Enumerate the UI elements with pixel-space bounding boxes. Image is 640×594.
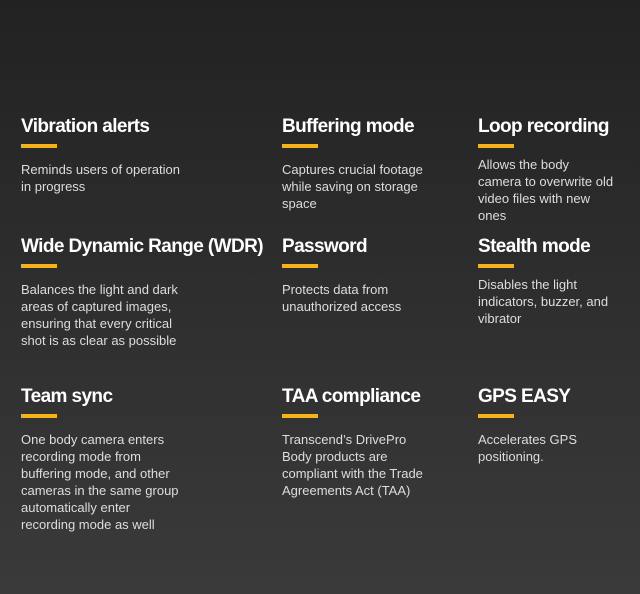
feature-description: One body camera enters recording mode from buffering mode, and other cameras in the same group automatically enter recording mode as well [21,432,179,532]
title-underline [21,144,57,148]
feature-title: Stealth mode [478,236,591,257]
feature-wdr [21,236,271,349]
feature-password [282,236,462,315]
feature-title: Team sync [21,386,113,407]
feature-description: Balances the light and dark areas of captured images, ensuring that every critical shot is as clear as possible [21,282,178,348]
feature-taa-compliance [282,386,462,499]
feature-description: Allows the body camera to overwrite old video files with new ones [478,157,614,223]
feature-vibration-alerts [21,116,271,195]
feature-buffering-mode [282,116,462,212]
feature-stealth-mode [478,236,633,327]
feature-description: Protects data from unauthorized access [282,282,402,314]
feature-title: Wide Dynamic Range (WDR) [21,236,263,257]
feature-title: Vibration alerts [21,116,150,137]
feature-gps-easy [478,386,633,465]
feature-description: Transcend’s DrivePro Body products are compliant with the Trade Agreements Act (TAA) [282,432,423,498]
feature-title: GPS EASY [478,386,571,407]
title-underline [282,414,318,418]
feature-title: Password [282,236,367,257]
feature-team-sync [21,386,271,533]
feature-title: TAA compliance [282,386,421,407]
title-underline [21,414,57,418]
feature-description: Disables the light indicators, buzzer, and vibrator [478,277,609,326]
title-underline [282,144,318,148]
title-underline [478,144,514,148]
feature-description: Captures crucial footage while saving on storage space [282,162,423,211]
feature-title: Buffering mode [282,116,414,137]
title-underline [282,264,318,268]
feature-loop-recording [478,116,633,224]
feature-title: Loop recording [478,116,609,137]
title-underline [478,264,514,268]
feature-description: Accelerates GPS positioning. [478,432,577,464]
title-underline [478,414,514,418]
title-underline [21,264,57,268]
feature-description: Reminds users of operation in progress [21,162,180,194]
